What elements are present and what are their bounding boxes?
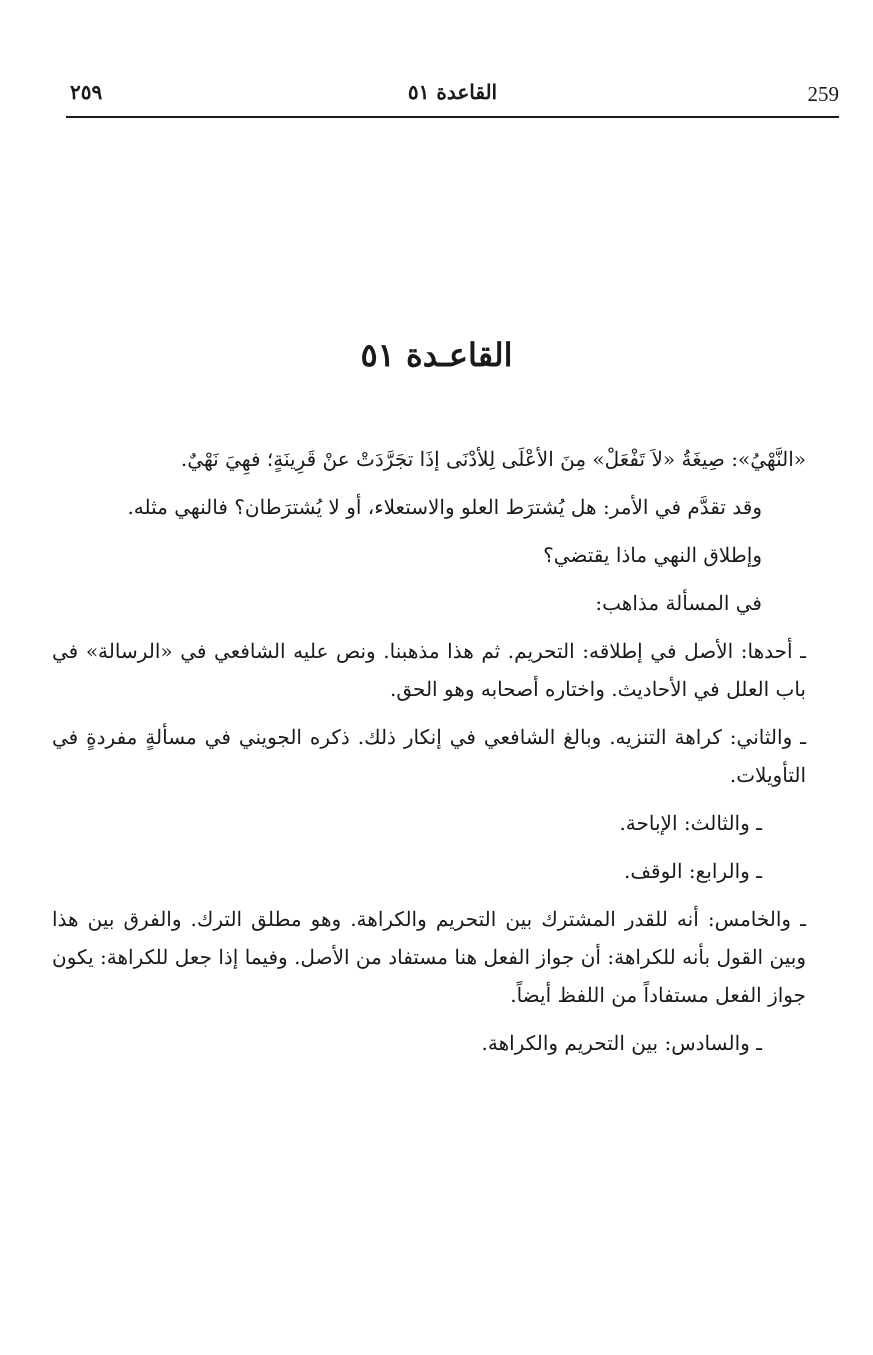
paragraph-fifth-view: ـ والخامس: أنه للقدر المشترك بين التحريم والكراهة. وهو مطلق الترك. والفرق بين هذا وبين القول بأنه للكراهة: أن جواز الفعل هنا مستفاد من الأصل. وفيما إذا جعل للكراهة: يكون جواز الفعل مستفاداً من اللفظ أيضاً. <box>52 907 806 1007</box>
paragraph-prior-discussion: وقد تقدَّم في الأمر: هل يُشترَط العلو والاستعلاء، أو لا يُشترَطان؟ فالنهي مثله. <box>127 495 762 519</box>
paragraph-second-view: ـ والثاني: كراهة التنزيه. وبالغ الشافعي في إنكار ذلك. ذكره الجويني في مسألةٍ مفردةٍ في التأويلات. <box>52 725 806 787</box>
paragraph-fourth-view: ـ والرابع: الوقف. <box>623 859 762 883</box>
header-divider <box>66 116 839 118</box>
body-text <box>52 440 806 1072</box>
chapter-title: القاعـدة ٥١ <box>360 336 513 374</box>
paragraph-sixth-view: ـ والسادس: بين التحريم والكراهة. <box>481 1031 762 1055</box>
paragraph-first-view: ـ أحدها: الأصل في إطلاقه: التحريم. ثم هذا مذهبنا. ونص عليه الشافعي في «الرسالة» في باب العلل في الأحاديث. واختاره أصحابه وهو الحق. <box>52 639 806 701</box>
running-title: القاعدة ٥١ <box>407 80 498 104</box>
page-number-arabic: ٢٥٩ <box>70 80 103 104</box>
page-number-latin: 259 <box>807 82 839 106</box>
page-header <box>66 78 839 112</box>
paragraph-schools-intro: في المسألة مذاهب: <box>595 591 762 615</box>
paragraph-third-view: ـ والثالث: الإباحة. <box>619 811 762 835</box>
paragraph-definition: «النَّهْيُ»: صِيغَةُ «لاَ تَفْعَلْ» مِنَ الأعْلَى لِلأدْنَى إذَا تجَرَّدَتْ عنْ قَرِينَةٍ؛ فهِيَ نَهْيٌ. <box>180 447 806 471</box>
paragraph-question: وإطلاق النهي ماذا يقتضي؟ <box>543 543 762 567</box>
